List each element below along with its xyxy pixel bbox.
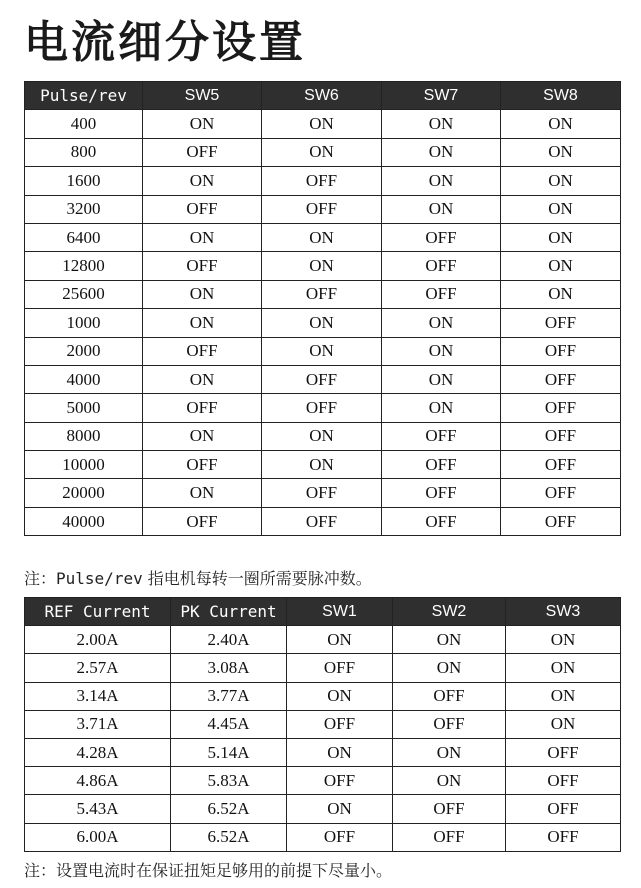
table-row — [25, 422, 621, 450]
table-cell: ON — [501, 167, 621, 195]
table-cell: 3.08A — [171, 654, 287, 682]
table-cell: ON — [382, 195, 501, 223]
table-cell: ON — [382, 394, 501, 422]
table-cell: 6.00A — [25, 823, 171, 851]
table-row — [25, 682, 621, 710]
table-cell: OFF — [501, 394, 621, 422]
table-cell: ON — [143, 167, 262, 195]
table-cell: ON — [287, 738, 393, 766]
table-cell: 10000 — [25, 451, 143, 479]
table-row — [25, 223, 621, 251]
table-cell: OFF — [382, 507, 501, 535]
table-cell: OFF — [506, 795, 621, 823]
table-cell: OFF — [262, 507, 382, 535]
table-cell: OFF — [382, 280, 501, 308]
table-row — [25, 167, 621, 195]
table-cell: OFF — [262, 365, 382, 393]
table-cell: ON — [393, 738, 506, 766]
note-text: 设置电流时在保证扭矩足够用的前提下尽量小。 — [56, 861, 393, 880]
table-cell: OFF — [393, 710, 506, 738]
table-row — [25, 280, 621, 308]
table-cell: ON — [382, 167, 501, 195]
table-row — [25, 394, 621, 422]
table-cell: 3.77A — [171, 682, 287, 710]
table-cell: ON — [143, 309, 262, 337]
note-prefix: 注： — [24, 569, 57, 588]
table-cell: ON — [501, 280, 621, 308]
table-cell: ON — [143, 422, 262, 450]
table-cell: 2.57A — [25, 654, 171, 682]
table-cell: OFF — [382, 252, 501, 280]
pulse-rev-note — [24, 566, 372, 589]
table-cell: 4.86A — [25, 767, 171, 795]
table-cell: 5.83A — [171, 767, 287, 795]
table-cell: OFF — [287, 710, 393, 738]
table-row — [25, 738, 621, 766]
table-cell: 800 — [25, 138, 143, 166]
table-cell: 5.43A — [25, 795, 171, 823]
table-row — [25, 309, 621, 337]
table-cell: OFF — [506, 738, 621, 766]
table-cell: OFF — [143, 337, 262, 365]
table-cell: ON — [506, 654, 621, 682]
table-cell: ON — [262, 337, 382, 365]
table-cell: OFF — [506, 767, 621, 795]
note-text: 指电机每转一圈所需要脉冲数。 — [142, 569, 372, 588]
table-cell: ON — [143, 479, 262, 507]
table-cell: 5000 — [25, 394, 143, 422]
table-row — [25, 767, 621, 795]
table-cell: 1600 — [25, 167, 143, 195]
table-cell: OFF — [287, 654, 393, 682]
table-cell: ON — [143, 365, 262, 393]
column-header-ref-current: REF Current — [25, 598, 171, 626]
table-row — [25, 337, 621, 365]
table-cell: OFF — [143, 507, 262, 535]
table-cell: OFF — [501, 479, 621, 507]
table-cell: OFF — [393, 795, 506, 823]
table-header-row — [25, 82, 621, 110]
table-cell: ON — [143, 280, 262, 308]
table-cell: ON — [382, 138, 501, 166]
table-cell: OFF — [262, 394, 382, 422]
table-cell: 3.14A — [25, 682, 171, 710]
table-cell: ON — [501, 252, 621, 280]
table-cell: 25600 — [25, 280, 143, 308]
table-cell: OFF — [382, 223, 501, 251]
table-cell: OFF — [501, 451, 621, 479]
column-header-sw3: SW3 — [506, 598, 621, 626]
table-cell: OFF — [143, 138, 262, 166]
table-cell: ON — [262, 422, 382, 450]
table-cell: ON — [262, 110, 382, 138]
table-cell: ON — [393, 626, 506, 654]
column-header-sw6: SW6 — [262, 82, 382, 110]
table-cell: ON — [501, 138, 621, 166]
table-cell: ON — [262, 252, 382, 280]
table-cell: ON — [506, 682, 621, 710]
table-row — [25, 795, 621, 823]
table-cell: ON — [506, 626, 621, 654]
table-cell: OFF — [287, 823, 393, 851]
table-row — [25, 110, 621, 138]
table-cell: OFF — [143, 252, 262, 280]
table-cell: ON — [143, 110, 262, 138]
table-cell: ON — [287, 682, 393, 710]
table-cell: 6400 — [25, 223, 143, 251]
current-table — [24, 597, 621, 852]
table-cell: ON — [501, 195, 621, 223]
microstep-table — [24, 81, 621, 536]
table-cell: OFF — [382, 479, 501, 507]
table-header-row — [25, 598, 621, 626]
column-header-sw1: SW1 — [287, 598, 393, 626]
table-cell: OFF — [262, 167, 382, 195]
table-cell: OFF — [501, 337, 621, 365]
table-cell: ON — [262, 309, 382, 337]
table-cell: OFF — [382, 422, 501, 450]
table-cell: ON — [262, 138, 382, 166]
column-header-sw7: SW7 — [382, 82, 501, 110]
table-cell: ON — [393, 767, 506, 795]
table-cell: 3.71A — [25, 710, 171, 738]
table-cell: ON — [287, 795, 393, 823]
table-row — [25, 138, 621, 166]
table-cell: OFF — [143, 451, 262, 479]
page-title: 电流细分设置 — [24, 17, 306, 68]
table-cell: ON — [262, 451, 382, 479]
table-cell: OFF — [287, 767, 393, 795]
table-cell: 400 — [25, 110, 143, 138]
table-cell: 2.40A — [171, 626, 287, 654]
table-cell: OFF — [143, 195, 262, 223]
table-cell: 2.00A — [25, 626, 171, 654]
table-cell: 20000 — [25, 479, 143, 507]
table-cell: ON — [287, 626, 393, 654]
table-cell: 4000 — [25, 365, 143, 393]
column-header-sw5: SW5 — [143, 82, 262, 110]
table-cell: OFF — [501, 365, 621, 393]
table-cell: 5.14A — [171, 738, 287, 766]
table-cell: ON — [382, 337, 501, 365]
table-cell: 6.52A — [171, 795, 287, 823]
table-row — [25, 365, 621, 393]
table-cell: OFF — [501, 507, 621, 535]
table-cell: 12800 — [25, 252, 143, 280]
column-header-pulse-rev: Pulse/rev — [25, 82, 143, 110]
table-cell: OFF — [262, 479, 382, 507]
table-cell: 4.28A — [25, 738, 171, 766]
table-cell: ON — [262, 223, 382, 251]
table-cell: OFF — [143, 394, 262, 422]
table-cell: OFF — [506, 823, 621, 851]
table-row — [25, 451, 621, 479]
column-header-sw2: SW2 — [393, 598, 506, 626]
table-cell: 4.45A — [171, 710, 287, 738]
table-cell: ON — [143, 223, 262, 251]
table-row — [25, 710, 621, 738]
table-cell: OFF — [382, 451, 501, 479]
table-cell: ON — [382, 365, 501, 393]
table-cell: 6.52A — [171, 823, 287, 851]
table-row — [25, 823, 621, 851]
table-cell: 2000 — [25, 337, 143, 365]
table-row — [25, 195, 621, 223]
table-cell: ON — [501, 223, 621, 251]
table-cell: 40000 — [25, 507, 143, 535]
column-header-sw8: SW8 — [501, 82, 621, 110]
table-cell: OFF — [393, 682, 506, 710]
table-cell: ON — [382, 110, 501, 138]
table-cell: 3200 — [25, 195, 143, 223]
current-note — [24, 858, 392, 881]
table-row — [25, 626, 621, 654]
table-row — [25, 654, 621, 682]
table-row — [25, 507, 621, 535]
table-cell: ON — [501, 110, 621, 138]
column-header-pk-current: PK Current — [171, 598, 287, 626]
table-cell: OFF — [501, 309, 621, 337]
table-row — [25, 252, 621, 280]
table-cell: OFF — [262, 280, 382, 308]
table-cell: 8000 — [25, 422, 143, 450]
table-cell: OFF — [501, 422, 621, 450]
table-cell: ON — [506, 710, 621, 738]
table-cell: 1000 — [25, 309, 143, 337]
table-cell: OFF — [393, 823, 506, 851]
table-cell: ON — [393, 654, 506, 682]
table-row — [25, 479, 621, 507]
note-prefix: 注： — [24, 861, 57, 880]
table-cell: OFF — [262, 195, 382, 223]
table-cell: ON — [382, 309, 501, 337]
note-term: Pulse/rev — [56, 569, 143, 588]
